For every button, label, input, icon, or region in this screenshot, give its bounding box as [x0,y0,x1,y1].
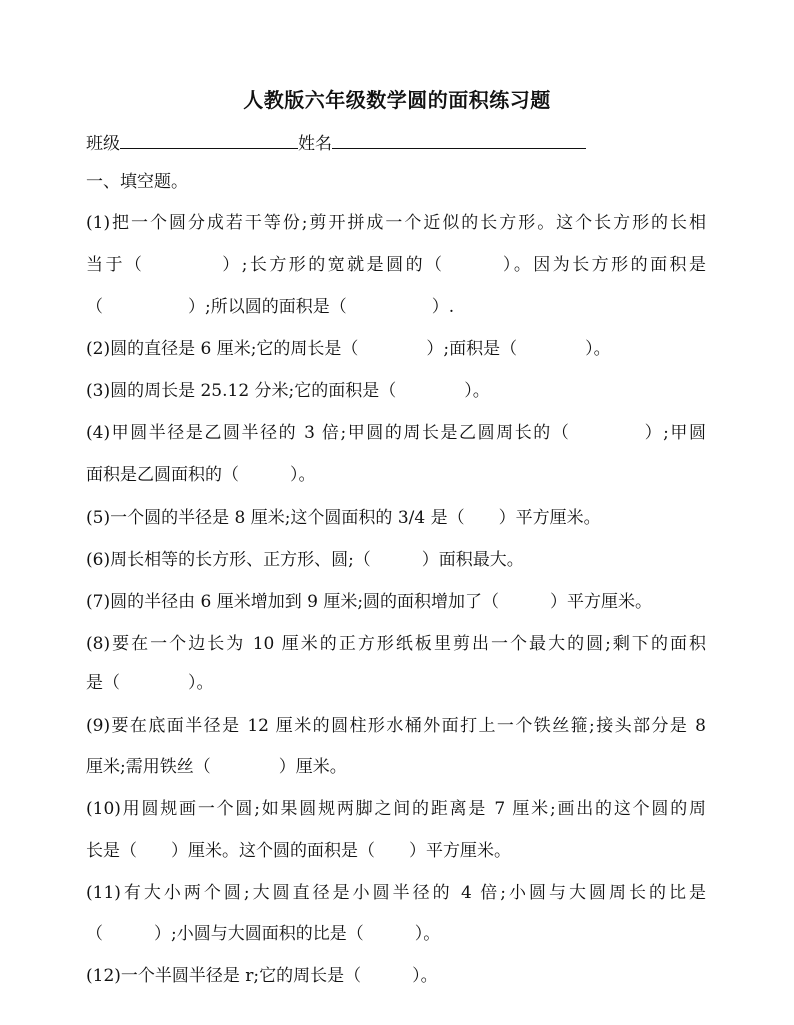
name-blank-line [332,128,586,149]
question-line: 长是（ ）厘米。这个圆的面积是（ ）平方厘米。 [86,841,511,861]
page-title: 人教版六年级数学圆的面积练习题 [243,88,551,112]
question-line: (2)圆的直径是 6 厘米;它的周长是（ ）;面积是（ ）。 [86,339,611,359]
question-line: (12)一个半圆半径是 r;它的周长是（ ）。 [86,966,438,986]
question-line: 面积是乙圆面积的（ ）。 [86,465,316,485]
question-line: (1)把一个圆分成若干等份;剪开拼成一个近似的长方形。这个长方形的长相 [86,213,706,233]
question-line: (6)周长相等的长方形、正方形、圆;（ ）面积最大。 [86,550,524,570]
question-line: 是（ ）。 [86,673,214,693]
name-label: 姓名 [298,134,332,154]
question-line: 当于（ ）;长方形的宽就是圆的（ ）。因为长方形的面积是 [86,255,706,275]
question-line: (5)一个圆的半径是 8 厘米;这个圆面积的 3/4 是（ ）平方厘米。 [86,508,601,528]
section-heading: 一、填空题。 [86,172,188,192]
question-line: （ ）;所以圆的面积是（ ）. [86,297,455,317]
question-line: （ ）;小圆与大圆面积的比是（ ）。 [86,924,441,944]
question-line: (10)用圆规画一个圆;如果圆规两脚之间的距离是 7 厘米;画出的这个圆的周 [86,799,706,819]
question-line: (9)要在底面半径是 12 厘米的圆柱形水桶外面打上一个铁丝箍;接头部分是 8 [86,716,706,736]
class-blank-line [120,128,298,149]
student-info-row [86,128,706,156]
question-line: (11)有大小两个圆;大圆直径是小圆半径的 4 倍;小圆与大圆周长的比是 [86,883,706,903]
question-line: (4)甲圆半径是乙圆半径的 3 倍;甲圆的周长是乙圆周长的（ ）;甲圆 [86,423,706,443]
question-line: (8)要在一个边长为 10 厘米的正方形纸板里剪出一个最大的圆;剩下的面积 [86,634,706,654]
class-label: 班级 [86,134,120,154]
question-line: 厘米;需用铁丝（ ）厘米。 [86,757,347,777]
question-line: (3)圆的周长是 25.12 分米;它的面积是（ ）。 [86,381,490,401]
question-line: (7)圆的半径由 6 厘米增加到 9 厘米;圆的面积增加了（ ）平方厘米。 [86,592,653,612]
